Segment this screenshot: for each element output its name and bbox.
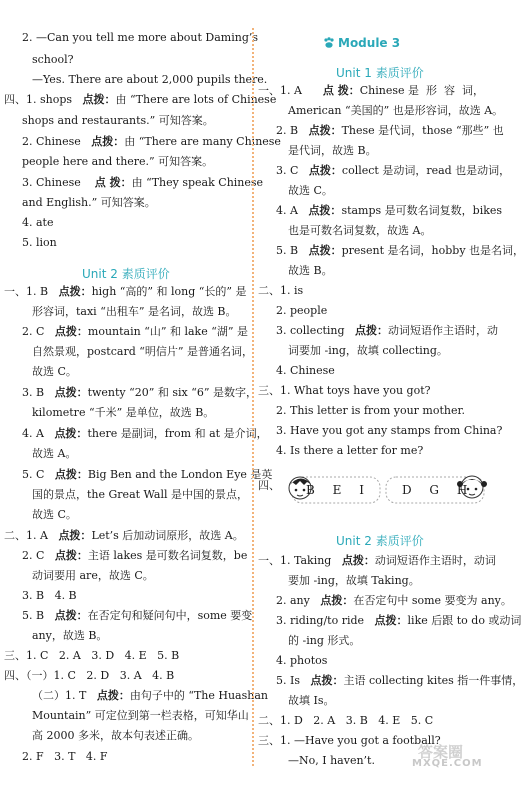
left-answer-line: 动词要用 are，故选 C。 (32, 569, 154, 582)
unit1-title: Unit 1 素质评价 (336, 66, 424, 80)
left-answer-line: 二、1. A 点拨：Let’s 后加动词原形，故选 A。 (4, 529, 244, 542)
hint-label: 点拨： (374, 614, 408, 627)
left-answer-line: school? (32, 53, 74, 66)
hint-label: 点拨： (341, 554, 375, 567)
right-answer-line: —No, I haven’t. (288, 754, 375, 767)
right-answer-line: 5. Is 点拨：主语 collecting kites 指一件事情， (276, 674, 524, 687)
right-answer-line: 四、 (258, 479, 280, 492)
left-answer-line: 高 2000 多米，故本句表述正确。 (32, 729, 199, 742)
right-answer-line: 二、1. D 2. A 3. B 4. E 5. C (258, 714, 434, 727)
hint-label: 点拨： (82, 93, 116, 106)
left-answer-line: 3. B 点拨：twenty “20” 和 six “6” 是数字， (22, 386, 257, 399)
hint-label: 点拨： (58, 285, 92, 298)
hint-label: 点拨： (96, 689, 130, 702)
right-answer-line: 3. C 点拨：collect 是动词，read 也是动词， (276, 164, 511, 177)
right-answer-line: 三、1. —Have you got a football? (258, 734, 441, 747)
left-answer-line: 四、（一）1. C 2. D 3. A 4. B (4, 669, 175, 682)
hint-label: 点拨： (54, 325, 88, 338)
right-answer-line: American “美国的” 也是形容词，故选 A。 (288, 104, 504, 117)
watermark-logo: 答案圈 (418, 743, 464, 761)
unit2-title-left: Unit 2 素质评价 (82, 267, 170, 281)
left-answer-line: 3. B 4. B (22, 589, 77, 602)
hint-label: 点拨： (54, 609, 88, 622)
hint-label: 点拨： (308, 244, 342, 257)
left-answer-line: 5. lion (22, 236, 57, 249)
hint-label: 点拨： (54, 427, 88, 440)
right-answer-line: 3. collecting 点拨：动词短语作主语时，动 (276, 324, 499, 337)
answer-box-2: D G H (402, 483, 475, 497)
hint-label: 点拨： (91, 135, 125, 148)
hint-label: 点拨： (320, 594, 354, 607)
right-answer-line: 4. A 点拨：stamps 是可数名词复数，bikes (276, 204, 503, 217)
left-answer-line: people here and there.” 可知答案。 (22, 155, 214, 168)
right-answer-line: 一、1. A 点 拨：Chinese 是 形 容 词， (258, 84, 485, 97)
right-answer-line: 5. B 点拨：present 是名词，hobby 也是名词， (276, 244, 524, 257)
right-answer-line: 2. This letter is from your mother. (276, 404, 466, 417)
hint-label: 点拨： (54, 468, 88, 481)
hint-label: 点拨： (308, 164, 342, 177)
right-answer-line: 要加 -ing，故填 Taking。 (288, 574, 420, 587)
right-answer-line: 词要加 -ing，故填 collecting。 (288, 344, 448, 357)
right-answer-line: 一、1. Taking 点拨：动词短语作主语时，动词 (258, 554, 496, 567)
left-answer-line: 形容词，taxi “出租车” 是名词，故选 B。 (32, 305, 237, 318)
right-answer-line: 3. Have you got any stamps from China? (276, 424, 503, 437)
left-answer-line: 4. ate (22, 216, 54, 229)
right-answer-line: 4. photos (276, 654, 328, 667)
left-answer-line: kilometre “千米” 是单位，故选 B。 (32, 406, 215, 419)
hint-label: 点拨： (58, 529, 92, 542)
left-answer-line: 2. —Can you tell me more about Daming’s (22, 31, 259, 44)
left-answer-line: shops and restaurants.” 可知答案。 (22, 114, 214, 127)
left-answer-line: 2. F 3. T 4. F (22, 750, 108, 763)
left-answer-line: （二）1. T 点拨：由句子中的 “The Huashan (32, 689, 268, 702)
left-answer-line: 国的景点，the Great Wall 是中国的景点， (32, 488, 248, 501)
right-answer-line: 故填 Is。 (288, 694, 335, 707)
hint-label: 点 拨： (94, 176, 132, 189)
right-answer-line: 2. people (276, 304, 328, 317)
left-answer-line: 2. C 点拨：mountain “山” 和 lake “湖” 是 (22, 325, 248, 338)
hint-label: 点 拨： (322, 84, 360, 97)
left-answer-line: Mountain” 可定位到第一栏表格，可知华山 (32, 709, 249, 722)
module-title: Module 3 (338, 36, 401, 50)
left-answer-line: 2. C 点拨：主语 lakes 是可数名词复数，be (22, 549, 248, 562)
left-answer-line: 故选 A。 (32, 447, 77, 460)
right-answer-line: 是代词，故选 B。 (288, 144, 377, 157)
left-answer-line: 5. C 点拨：Big Ben and the London Eye 是英 (22, 468, 273, 481)
right-answer-line: 也是可数名词复数，故选 A。 (288, 224, 432, 237)
left-answer-line: any，故选 B。 (32, 629, 108, 642)
answer-box-1: B E I (306, 483, 371, 497)
right-answer-line: 二、1. is (258, 284, 304, 297)
right-answer-line: 三、1. What toys have you got? (258, 384, 431, 397)
column-divider (252, 28, 254, 766)
unit2-title-right: Unit 2 素质评价 (336, 534, 424, 548)
paw-icon (323, 37, 335, 49)
right-answer-line: 的 -ing 形式。 (288, 634, 361, 647)
left-answer-line: 自然景观，postcard “明信片” 是普通名词， (32, 345, 253, 358)
left-answer-line: 5. B 点拨：在否定句和疑问句中，some 要变 (22, 609, 253, 622)
right-answer-line: 4. Chinese (276, 364, 335, 377)
left-answer-line: 一、1. B 点拨：high “高的” 和 long “长的” 是 (4, 285, 247, 298)
left-answer-line: —Yes. There are about 2,000 pupils there. (32, 73, 268, 86)
hint-label: 点拨： (54, 386, 88, 399)
right-answer-line: 3. riding/to ride 点拨：like 后跟 to do 或动词 (276, 614, 522, 627)
right-answer-line: 4. Is there a letter for me? (276, 444, 424, 457)
hint-label: 点拨： (308, 124, 342, 137)
right-answer-line: 故选 C。 (288, 184, 333, 197)
left-answer-line: 3. Chinese 点 拨：由 “They speak Chinese (22, 176, 264, 189)
watermark: MXQE.COM (412, 758, 483, 769)
left-answer-line: 故选 C。 (32, 365, 77, 378)
left-answer-line: and English.” 可知答案。 (22, 196, 156, 209)
left-answer-line: 三、1. C 2. A 3. D 4. E 5. B (4, 649, 180, 662)
hint-label: 点拨： (355, 324, 389, 337)
left-answer-line: 四、1. shops 点拨：由 “There are lots of Chinese (4, 93, 277, 106)
left-answer-line: 2. Chinese 点拨：由 “There are many Chinese (22, 135, 281, 148)
right-answer-line: 故选 B。 (288, 264, 333, 277)
hint-label: 点拨： (308, 204, 342, 217)
right-answer-line: 2. any 点拨：在否定句中 some 要变为 any。 (276, 594, 512, 607)
hint-label: 点拨： (310, 674, 344, 687)
left-answer-line: 4. A 点拨：there 是副词，from 和 at 是介词， (22, 427, 268, 440)
left-answer-line: 故选 C。 (32, 508, 77, 521)
hint-label: 点拨： (54, 549, 88, 562)
right-answer-line: 2. B 点拨：These 是代词，those “那些” 也 (276, 124, 504, 137)
